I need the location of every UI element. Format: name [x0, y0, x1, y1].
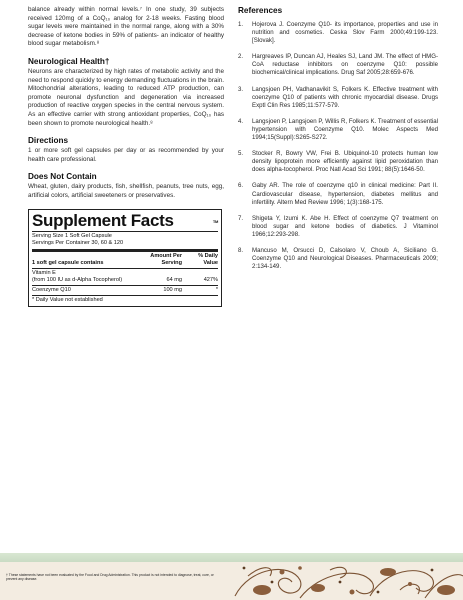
header-contains: 1 soft gel capsule contains — [32, 259, 104, 266]
reference-item — [238, 53, 438, 77]
reference-text: Stocker R, Bowry VW, Frei B. Ubiquinol-10 protects human low density lipoprotein more efficiently against lipid peroxidation than does alpha-tocopherol. Proc Natl Acad Sci 1991; 88(5):1646-50. — [252, 150, 438, 174]
nutrient-source: (from 100 IU as d-Alpha Tocopherol) — [32, 276, 123, 283]
reference-item — [238, 182, 438, 206]
supplement-facts-title: Supplement Facts — [32, 210, 174, 230]
facts-header-row — [32, 252, 218, 269]
header-amount: Amount Per Serving — [150, 252, 182, 266]
supplement-facts-panel — [28, 209, 222, 307]
reference-item — [238, 215, 438, 239]
reference-number: 2. — [238, 53, 244, 61]
reference-number: 3. — [238, 85, 244, 93]
daily-value-footnote: * Daily Value not established — [32, 296, 103, 303]
nutrient-daily-value: 427% — [203, 276, 218, 283]
facts-row-vitamin-e — [32, 269, 218, 286]
reference-item — [238, 21, 438, 45]
nutrient-amount: 64 mg — [166, 276, 182, 283]
reference-text: Langsjoen P, Langsjoen P, Willis R, Folkers K. Treatment of essential hypertension with Coenzyme Q10. Molec Aspects Med 1994;15(Suppl):S265-S272. — [252, 117, 438, 142]
reference-item — [238, 118, 438, 142]
reference-text: Mancuso M, Orsucci D, Calsolaro V, Choub A, Siciliano G. Coenzyme Q10 and Neurological Diseases. Pharmaceuticals 2009; 2:134-149. — [252, 246, 438, 271]
left-column — [28, 6, 224, 307]
reference-number: 7. — [238, 214, 244, 222]
nutrient-amount: 100 mg — [163, 286, 182, 293]
directions-heading: Directions — [28, 136, 69, 146]
reference-item — [238, 150, 438, 174]
nutrient-name: Vitamin E — [32, 269, 56, 276]
nutrient-daily-value: * — [215, 286, 218, 293]
reference-item — [238, 86, 438, 110]
does-not-contain-heading: Does Not Contain — [28, 172, 97, 182]
references-list — [238, 21, 438, 271]
serving-info — [32, 232, 218, 252]
fda-disclaimer: † These statements have not been evaluated by the Food and Drug Administration. This product is not intended to diagnose, treat, cure, or prevent any disease. — [6, 573, 214, 582]
header-daily-value: % Daily Value — [198, 252, 218, 266]
right-column — [238, 6, 438, 279]
reference-text: Shigeta Y, Izumi K. Abe H. Effect of coenzyme Q7 treatment on blood sugar and ketone bodies of diabetics. J Vitaminol 1966;12:293-298. — [252, 214, 438, 238]
reference-number: 6. — [238, 182, 244, 190]
intro-paragraph: balance already within normal levels.⁷ In one study, 39 subjects received 120mg of a CoQ₁₀ analog for 2-18 weeks. Fasting blood sugar levels were maintained in the normal range, along with a 30% decrease of ketone bodies in 59% of patients- an indicator of healthy blood sugar metabolism.⁸ — [28, 6, 224, 48]
reference-number: 1. — [238, 21, 244, 28]
reference-number: 4. — [238, 117, 244, 125]
reference-text: Hargreaves IP, Duncan AJ, Heales SJ, Land JM. The effect of HMG-CoA reductase inhibitors on coenzyme Q10: possible biochemical/clinical implications. Drug Saf 2005;28:659-676. — [252, 53, 438, 77]
reference-text: Langsjoen PH, Vadhanavikit S, Folkers K. Effective treatment with coenzyme Q10 of patients with chronic myocardial disease. Drugs Exptl Clin Res 1985;11:577-579. — [252, 85, 438, 109]
does-not-contain-paragraph: Wheat, gluten, dairy products, fish, shellfish, peanuts, tree nuts, egg, artificial colors, artificial sweeteners or preservatives. — [28, 183, 224, 199]
reference-item — [238, 247, 438, 271]
facts-row-coq10 — [32, 286, 218, 296]
reference-number: 5. — [238, 150, 244, 158]
reference-text: Gaby AR. The role of coenzyme q10 in clinical medicine: Part II. Cardiovascular disease, hypertension, diabetes mellitus and infertility. Altern Med Review 1996; 1(3):168-175. — [252, 182, 438, 206]
neurological-heading: Neurological Health† — [28, 56, 110, 66]
serving-size: Serving Size 1 Soft Gel Capsule — [32, 232, 112, 239]
servings-per-container: Servings Per Container 30, 60 & 120 — [32, 239, 124, 246]
trademark-mark: TM — [212, 218, 218, 224]
references-heading: References — [238, 6, 283, 15]
reference-text: Hojerova J. Coenzyme Q10- its importance, properties and use in nutrition and cosmetics. Ceska Slov Farm 2000;49:199-123. [Slovak]. — [252, 21, 438, 45]
reference-number: 8. — [238, 246, 244, 254]
directions-paragraph: 1 or more soft gel capsules per day or as recommended by your health care professional. — [28, 147, 224, 163]
neurological-paragraph: Neurons are characterized by high rates of metabolic activity and the need to respond quickly to energy demanding fluctuations in the brain. Mitochondrial alterations, leading to reduced ATP production, can promote neuronal dysfunction and degeneration via increased production of reactive oxygen species in the central nervous system. As an effective carrier with strong antioxidant properties, CoQ₁₀ has been shown to promote neurological health.⁸ — [28, 67, 224, 127]
nutrient-name: Coenzyme Q10 — [32, 286, 71, 293]
